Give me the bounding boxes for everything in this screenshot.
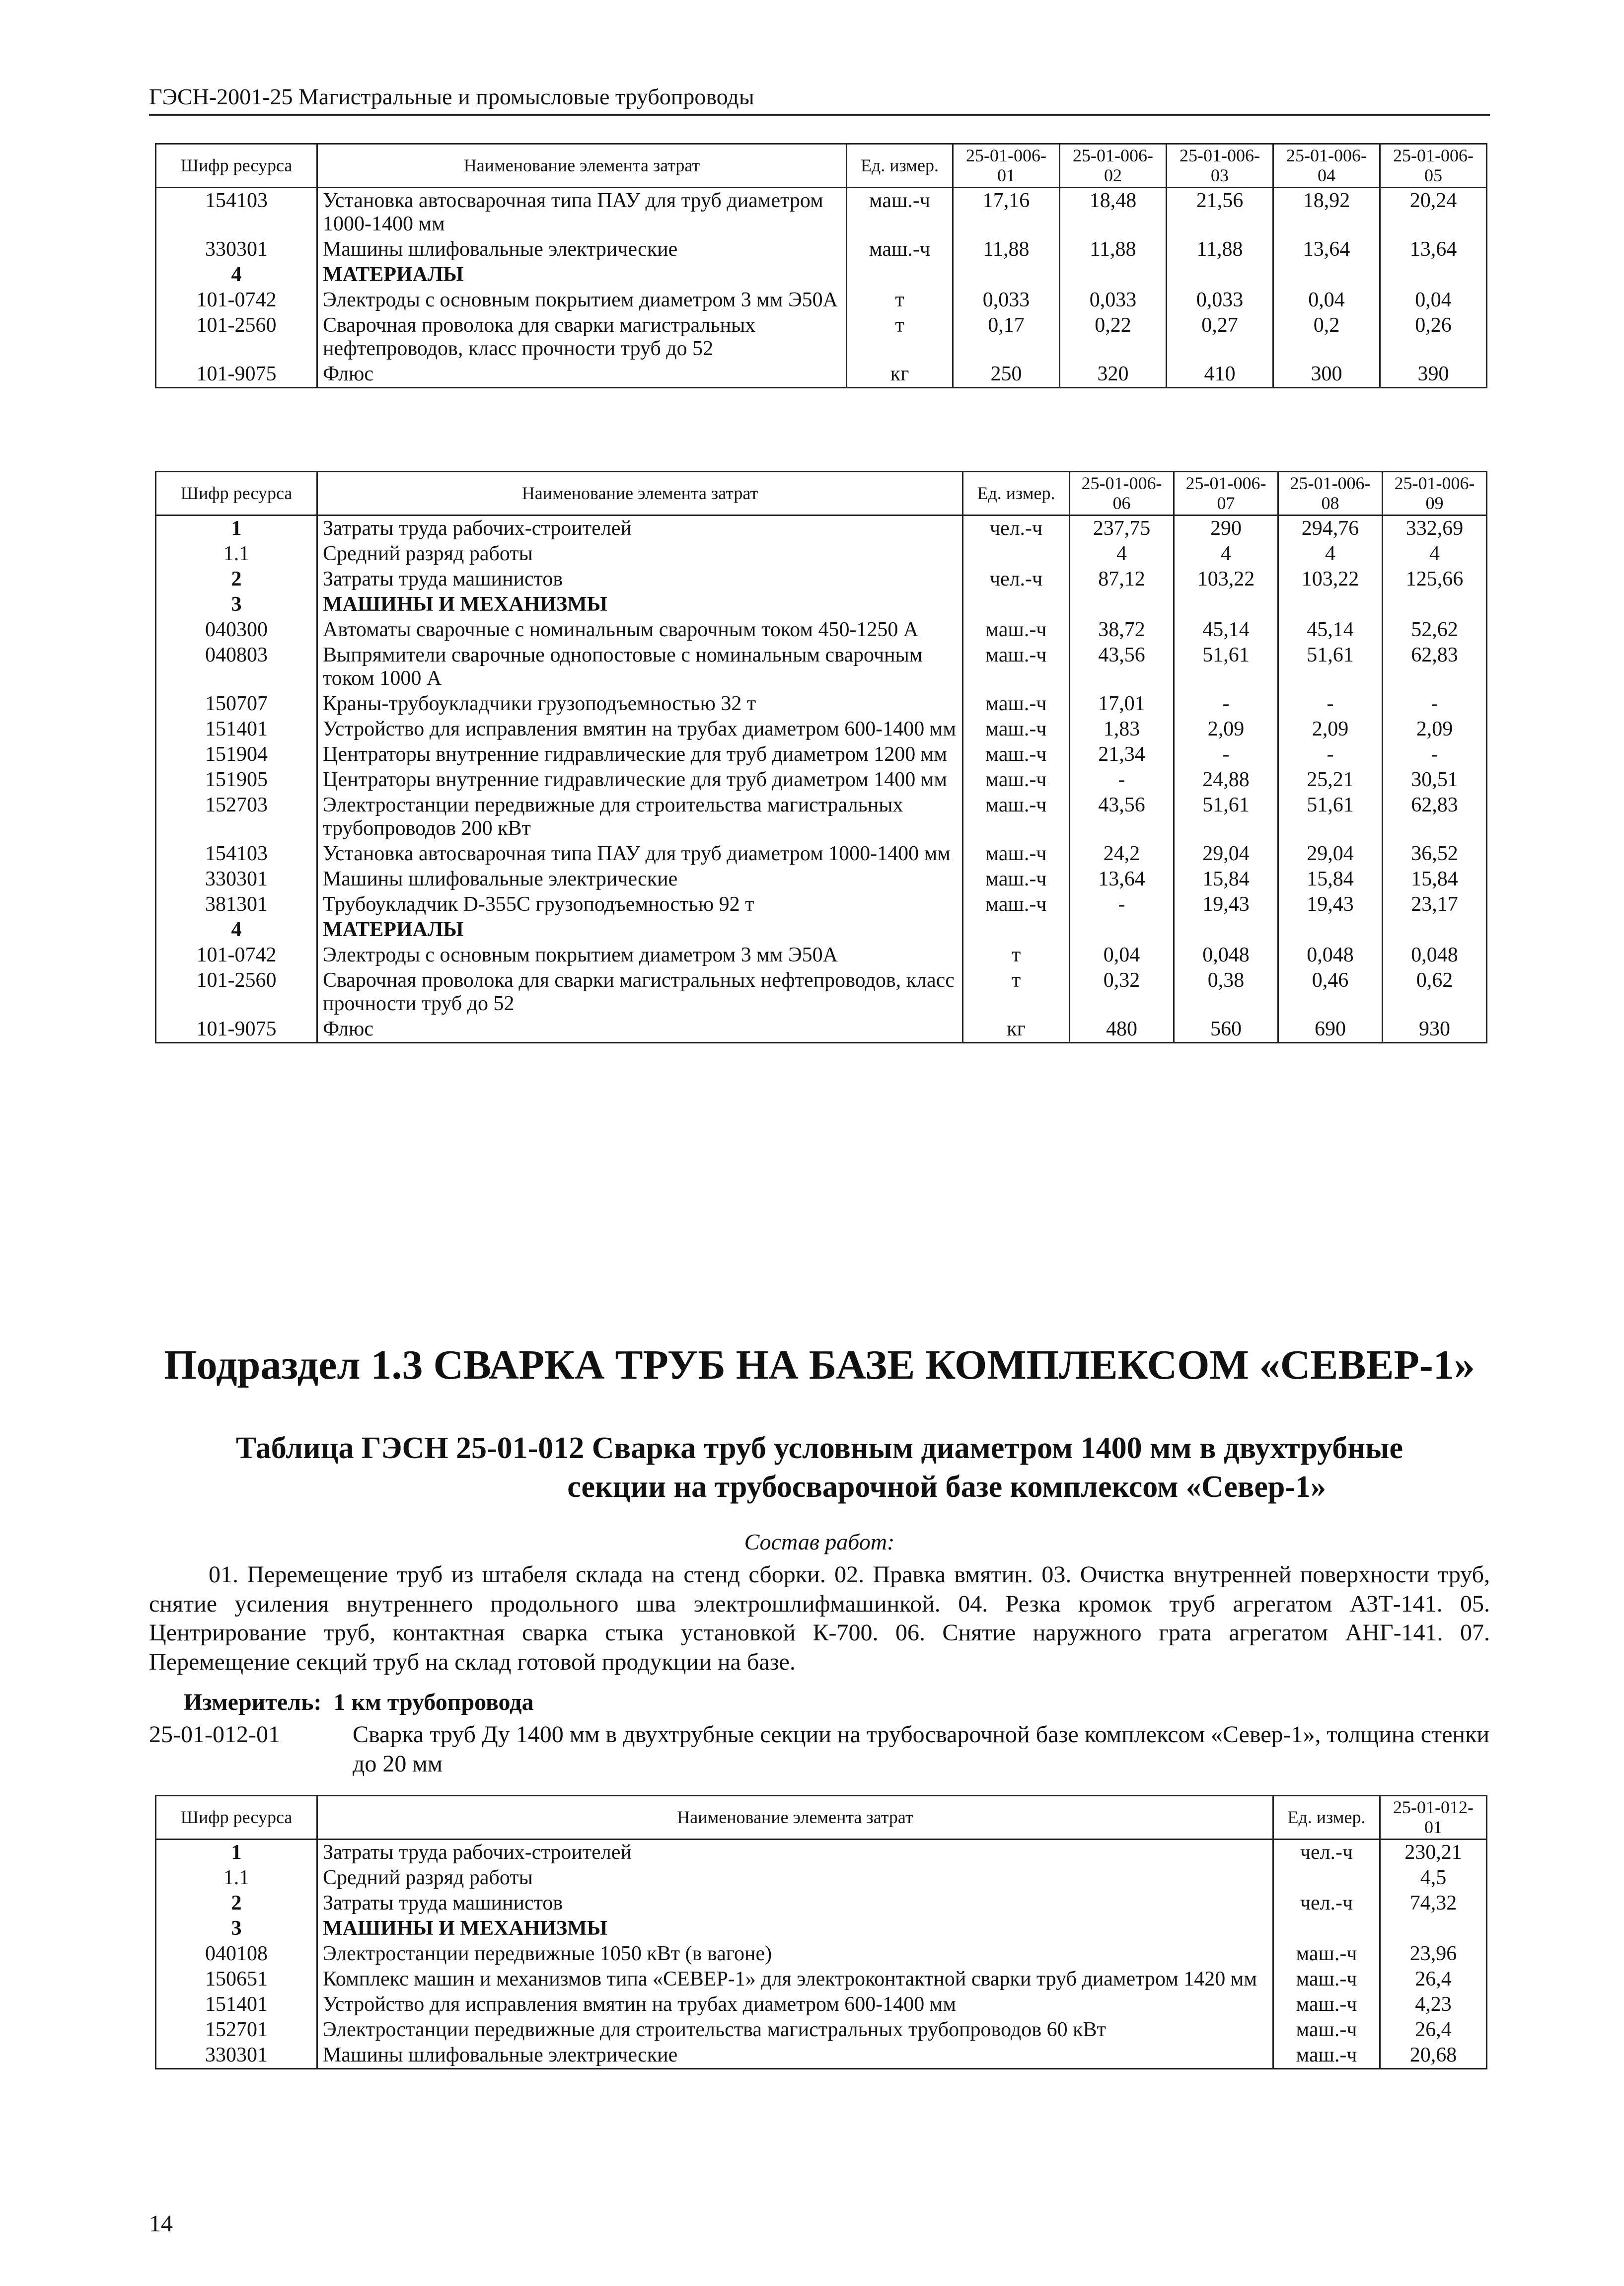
resource-code-cell: 151905 — [156, 767, 317, 793]
value-cell: 930 — [1383, 1017, 1487, 1043]
value-cell: 62,83 — [1383, 793, 1487, 841]
resource-name-cell: Установка автосварочная типа ПАУ для труб диаметром 1000-1400 мм — [317, 187, 847, 237]
resource-name-cell: Затраты труда рабочих-строителей — [317, 515, 963, 541]
value-cell — [1167, 262, 1273, 288]
value-cell: 4 — [1174, 541, 1278, 567]
unit-cell: т — [847, 313, 953, 362]
resource-code-cell: 040803 — [156, 643, 317, 691]
value-cell: 43,56 — [1070, 793, 1174, 841]
resource-code-cell: 101-2560 — [156, 968, 317, 1017]
resource-code-cell: 151401 — [156, 1992, 317, 2017]
resource-code-cell: 4 — [156, 262, 317, 288]
value-cell: 4,23 — [1380, 1992, 1487, 2017]
resource-code-cell: 3 — [156, 592, 317, 617]
resource-name-cell: Установка автосварочная типа ПАУ для труб диаметром 1000-1400 мм — [317, 841, 963, 867]
resource-code-cell: 1 — [156, 1839, 317, 1865]
resource-name-cell: Затраты труда машинистов — [317, 567, 963, 592]
value-cell — [1070, 917, 1174, 943]
works-description: 01. Перемещение труб из штабеля склада на стенд сборки. 02. Правка вмятин. 03. Очистка внутренней поверхности труб, снятие усиления внутреннего продольного шва электрошлифмашинкой. 04. Резка кромок труб агрегатом АЗТ-141. 05. Центрирование труб, контактная сварка стыка установкой К-700. 06. Снятие наружного грата агрегатом АНГ-141. 07. Перемещение секций труб на склад готовой продукции на базе. — [149, 1561, 1490, 1675]
unit-cell: т — [963, 943, 1070, 968]
resource-table-3 — [155, 1795, 1487, 2069]
table-row — [156, 892, 1487, 917]
table-row — [156, 1992, 1487, 2017]
table-row — [156, 237, 1487, 262]
value-cell: 237,75 — [1070, 515, 1174, 541]
value-cell: 26,4 — [1380, 1967, 1487, 1992]
column-header: Ед. измер. — [1273, 1796, 1380, 1840]
resource-name-cell: Трубоукладчик D-355С грузоподъемностью 92 т — [317, 892, 963, 917]
value-cell — [1070, 592, 1174, 617]
value-cell: 230,21 — [1380, 1839, 1487, 1865]
value-cell: 19,43 — [1174, 892, 1278, 917]
value-cell — [1278, 917, 1383, 943]
column-header: Шифр ресурса — [156, 1796, 317, 1840]
table-row — [156, 1017, 1487, 1043]
value-cell: 23,96 — [1380, 1941, 1487, 1967]
value-cell: 4,5 — [1380, 1865, 1487, 1891]
resource-code-cell: 101-2560 — [156, 313, 317, 362]
column-header: 25-01-006-04 — [1273, 144, 1380, 188]
column-header: 25-01-006-06 — [1070, 472, 1174, 516]
measure-label: Измеритель: — [184, 1689, 322, 1715]
value-cell: 51,61 — [1174, 793, 1278, 841]
unit-cell — [1273, 1916, 1380, 1941]
value-cell: 2,09 — [1174, 717, 1278, 742]
table-row — [156, 362, 1487, 388]
subsection-title: Подраздел 1.3 СВАРКА ТРУБ НА БАЗЕ КОМПЛЕКСОМ «СЕВЕР-1» — [164, 1342, 1475, 1388]
value-cell — [1278, 592, 1383, 617]
page-number: 14 — [149, 2211, 173, 2237]
resource-table-1 — [155, 143, 1487, 388]
column-header: 25-01-006-02 — [1060, 144, 1167, 188]
resource-name-cell: Электроды с основным покрытием диаметром 3 мм Э50А — [317, 943, 963, 968]
resource-code-cell: 154103 — [156, 841, 317, 867]
value-cell: - — [1174, 742, 1278, 767]
table-row — [156, 742, 1487, 767]
table-row — [156, 793, 1487, 841]
value-cell: 0,22 — [1060, 313, 1167, 362]
value-cell: 13,64 — [1070, 867, 1174, 892]
column-header: Наименование элемента затрат — [317, 472, 963, 516]
unit-cell: маш.-ч — [847, 237, 953, 262]
resource-name-cell: Устройство для исправления вмятин на трубах диаметром 600-1400 мм — [317, 1992, 1273, 2017]
header-row — [156, 472, 1487, 516]
resource-code-cell: 151904 — [156, 742, 317, 767]
value-cell — [1174, 917, 1278, 943]
value-cell: 0,048 — [1383, 943, 1487, 968]
unit-cell: т — [963, 968, 1070, 1017]
unit-cell: маш.-ч — [963, 767, 1070, 793]
value-cell: 21,34 — [1070, 742, 1174, 767]
resource-code-cell: 381301 — [156, 892, 317, 917]
resource-name-cell: МАТЕРИАЛЫ — [317, 917, 963, 943]
value-cell — [1273, 262, 1380, 288]
unit-cell: маш.-ч — [1273, 2043, 1380, 2069]
unit-cell: маш.-ч — [1273, 1967, 1380, 1992]
table-row — [156, 1839, 1487, 1865]
resource-code-cell: 154103 — [156, 187, 317, 237]
column-header: Наименование элемента затрат — [317, 144, 847, 188]
value-cell: 480 — [1070, 1017, 1174, 1043]
table-row — [156, 515, 1487, 541]
resource-table-2 — [155, 471, 1487, 1043]
value-cell: 51,61 — [1174, 643, 1278, 691]
unit-cell — [847, 262, 953, 288]
resource-code-cell: 101-9075 — [156, 1017, 317, 1043]
value-cell: - — [1174, 691, 1278, 717]
table-row — [156, 841, 1487, 867]
table-row — [156, 541, 1487, 567]
value-cell: 320 — [1060, 362, 1167, 388]
unit-cell: чел.-ч — [1273, 1891, 1380, 1916]
value-cell: 45,14 — [1278, 617, 1383, 643]
value-cell — [953, 262, 1060, 288]
resource-code-cell: 150651 — [156, 1967, 317, 1992]
unit-cell: кг — [847, 362, 953, 388]
unit-cell: маш.-ч — [963, 892, 1070, 917]
resource-code-cell: 101-0742 — [156, 288, 317, 313]
resource-code-cell: 2 — [156, 567, 317, 592]
value-cell: - — [1383, 691, 1487, 717]
value-cell: 390 — [1380, 362, 1487, 388]
resource-code-cell: 1 — [156, 515, 317, 541]
value-cell: 103,22 — [1278, 567, 1383, 592]
value-cell: 21,56 — [1167, 187, 1273, 237]
table-row — [156, 2043, 1487, 2069]
value-cell — [1174, 592, 1278, 617]
table-row — [156, 617, 1487, 643]
value-cell: 29,04 — [1278, 841, 1383, 867]
value-cell: 2,09 — [1278, 717, 1383, 742]
resource-name-cell: Комплекс машин и механизмов типа «СЕВЕР-1» для электроконтактной сварки труб диаметром 1420 мм — [317, 1967, 1273, 1992]
resource-name-cell: Машины шлифовальные электрические — [317, 2043, 1273, 2069]
unit-cell: маш.-ч — [963, 742, 1070, 767]
value-cell: 20,24 — [1380, 187, 1487, 237]
table-title-line-1: Таблица ГЭСН 25-01-012 Сварка труб условным диаметром 1400 мм в двухтрубные — [236, 1431, 1403, 1465]
value-cell: - — [1070, 892, 1174, 917]
unit-cell: маш.-ч — [1273, 1992, 1380, 2017]
value-cell: - — [1278, 742, 1383, 767]
value-cell: 0,46 — [1278, 968, 1383, 1017]
value-cell: 690 — [1278, 1017, 1383, 1043]
value-cell — [1383, 917, 1487, 943]
value-cell: - — [1278, 691, 1383, 717]
value-cell: 0,04 — [1273, 288, 1380, 313]
section-row — [156, 917, 1487, 943]
table-row — [156, 691, 1487, 717]
unit-cell: маш.-ч — [963, 717, 1070, 742]
table-row — [156, 943, 1487, 968]
value-cell: 43,56 — [1070, 643, 1174, 691]
value-cell: 0,17 — [953, 313, 1060, 362]
resource-code-cell: 152701 — [156, 2017, 317, 2043]
value-cell: 30,51 — [1383, 767, 1487, 793]
value-cell: 11,88 — [1167, 237, 1273, 262]
resource-code-cell: 330301 — [156, 2043, 317, 2069]
value-cell: 125,66 — [1383, 567, 1487, 592]
unit-cell: т — [847, 288, 953, 313]
unit-cell: маш.-ч — [963, 643, 1070, 691]
unit-cell: кг — [963, 1017, 1070, 1043]
column-header: Шифр ресурса — [156, 144, 317, 188]
value-cell: 52,62 — [1383, 617, 1487, 643]
value-cell: 13,64 — [1273, 237, 1380, 262]
table-row — [156, 187, 1487, 237]
resource-name-cell: Машины шлифовальные электрические — [317, 867, 963, 892]
value-cell: 560 — [1174, 1017, 1278, 1043]
value-cell — [1060, 262, 1167, 288]
resource-name-cell: Затраты труда машинистов — [317, 1891, 1273, 1916]
value-cell: 0,048 — [1278, 943, 1383, 968]
value-cell: 300 — [1273, 362, 1380, 388]
column-header: 25-01-006-03 — [1167, 144, 1273, 188]
norm-description — [149, 1720, 1490, 1778]
resource-name-cell: Средний разряд работы — [317, 1865, 1273, 1891]
measure-line — [184, 1689, 545, 1716]
value-cell: 290 — [1174, 515, 1278, 541]
resource-name-cell: МАТЕРИАЛЫ — [317, 262, 847, 288]
works-heading: Состав работ: — [744, 1529, 895, 1554]
value-cell: 410 — [1167, 362, 1273, 388]
value-cell — [1380, 1916, 1487, 1941]
value-cell: 24,2 — [1070, 841, 1174, 867]
resource-name-cell: Флюс — [317, 1017, 963, 1043]
value-cell — [1380, 262, 1487, 288]
column-header: Ед. измер. — [963, 472, 1070, 516]
value-cell: 74,32 — [1380, 1891, 1487, 1916]
table-title — [149, 1429, 1490, 1506]
value-cell — [1383, 592, 1487, 617]
table-row — [156, 2017, 1487, 2043]
norm-text: Сварка труб Ду 1400 мм в двухтрубные секции на трубосварочной базе комплексом «Север-1», толщина стенки до 20 мм — [353, 1721, 1490, 1777]
resource-code-cell: 3 — [156, 1916, 317, 1941]
resource-name-cell: Электростанции передвижные для строительства магистральных трубопроводов 60 кВт — [317, 2017, 1273, 2043]
resource-name-cell: Машины шлифовальные электрические — [317, 237, 847, 262]
unit-cell: маш.-ч — [963, 691, 1070, 717]
column-header: 25-01-006-01 — [953, 144, 1060, 188]
value-cell: 20,68 — [1380, 2043, 1487, 2069]
table-row — [156, 1891, 1487, 1916]
value-cell: 0,27 — [1167, 313, 1273, 362]
table-row — [156, 288, 1487, 313]
value-cell: 0,048 — [1174, 943, 1278, 968]
table-row — [156, 767, 1487, 793]
column-header: Шифр ресурса — [156, 472, 317, 516]
value-cell: 19,43 — [1278, 892, 1383, 917]
resource-code-cell: 101-0742 — [156, 943, 317, 968]
table-row — [156, 567, 1487, 592]
resource-name-cell: Средний разряд работы — [317, 541, 963, 567]
value-cell: 250 — [953, 362, 1060, 388]
resource-code-cell: 4 — [156, 917, 317, 943]
resource-code-cell: 101-9075 — [156, 362, 317, 388]
resource-code-cell: 150707 — [156, 691, 317, 717]
value-cell: 332,69 — [1383, 515, 1487, 541]
resource-name-cell: Устройство для исправления вмятин на трубах диаметром 600-1400 мм — [317, 717, 963, 742]
table-row — [156, 717, 1487, 742]
resource-code-cell: 330301 — [156, 237, 317, 262]
unit-cell — [963, 541, 1070, 567]
unit-cell: маш.-ч — [847, 187, 953, 237]
value-cell: - — [1070, 767, 1174, 793]
value-cell: 29,04 — [1174, 841, 1278, 867]
resource-name-cell: МАШИНЫ И МЕХАНИЗМЫ — [317, 592, 963, 617]
resource-name-cell: Центраторы внутренние гидравлические для труб диаметром 1200 мм — [317, 742, 963, 767]
value-cell: 38,72 — [1070, 617, 1174, 643]
value-cell: 0,033 — [953, 288, 1060, 313]
column-header: 25-01-006-05 — [1380, 144, 1487, 188]
value-cell: 15,84 — [1278, 867, 1383, 892]
resource-name-cell: МАШИНЫ И МЕХАНИЗМЫ — [317, 1916, 1273, 1941]
value-cell: 294,76 — [1278, 515, 1383, 541]
column-header: 25-01-006-09 — [1383, 472, 1487, 516]
unit-cell — [1273, 1865, 1380, 1891]
table-row — [156, 1967, 1487, 1992]
value-cell: 11,88 — [1060, 237, 1167, 262]
section-row — [156, 1916, 1487, 1941]
value-cell: 62,83 — [1383, 643, 1487, 691]
value-cell: 17,16 — [953, 187, 1060, 237]
value-cell: 4 — [1278, 541, 1383, 567]
value-cell: 25,21 — [1278, 767, 1383, 793]
resource-name-cell: Выпрямители сварочные однопостовые с номинальным сварочным током 1000 А — [317, 643, 963, 691]
resource-code-cell: 2 — [156, 1891, 317, 1916]
value-cell: 11,88 — [953, 237, 1060, 262]
unit-cell: маш.-ч — [963, 867, 1070, 892]
resource-code-cell: 040108 — [156, 1941, 317, 1967]
resource-code-cell: 1.1 — [156, 541, 317, 567]
column-header: 25-01-006-08 — [1278, 472, 1383, 516]
value-cell: 24,88 — [1174, 767, 1278, 793]
value-cell: 0,033 — [1167, 288, 1273, 313]
resource-name-cell: Сварочная проволока для сварки магистральных нефтепроводов, класс прочности труб до 52 — [317, 313, 847, 362]
value-cell: 0,38 — [1174, 968, 1278, 1017]
unit-cell: маш.-ч — [1273, 2017, 1380, 2043]
resource-name-cell: Электростанции передвижные 1050 кВт (в вагоне) — [317, 1941, 1273, 1967]
value-cell: 13,64 — [1380, 237, 1487, 262]
value-cell: 51,61 — [1278, 643, 1383, 691]
resource-name-cell: Флюс — [317, 362, 847, 388]
resource-code-cell: 151401 — [156, 717, 317, 742]
resource-name-cell: Центраторы внутренние гидравлические для труб диаметром 1400 мм — [317, 767, 963, 793]
value-cell: 45,14 — [1174, 617, 1278, 643]
header-row — [156, 144, 1487, 188]
resource-code-cell: 330301 — [156, 867, 317, 892]
value-cell: 15,84 — [1174, 867, 1278, 892]
value-cell: 0,04 — [1070, 943, 1174, 968]
resource-name-cell: Затраты труда рабочих-строителей — [317, 1839, 1273, 1865]
value-cell: 0,32 — [1070, 968, 1174, 1017]
value-cell: 1,83 — [1070, 717, 1174, 742]
unit-cell: чел.-ч — [963, 567, 1070, 592]
measure-value: 1 км трубопровода — [333, 1689, 534, 1715]
value-cell: 18,48 — [1060, 187, 1167, 237]
value-cell: 87,12 — [1070, 567, 1174, 592]
norm-code: 25-01-012-01 — [149, 1721, 280, 1748]
unit-cell — [963, 917, 1070, 943]
resource-name-cell: Сварочная проволока для сварки магистральных нефтепроводов, класс прочности труб до 52 — [317, 968, 963, 1017]
column-header: Наименование элемента затрат — [317, 1796, 1273, 1840]
unit-cell: чел.-ч — [963, 515, 1070, 541]
table-title-line-2: секции на трубосварочной базе комплексом «Север-1» — [567, 1470, 1326, 1504]
value-cell: 4 — [1383, 541, 1487, 567]
value-cell: 23,17 — [1383, 892, 1487, 917]
column-header: 25-01-012-01 — [1380, 1796, 1487, 1840]
value-cell: 18,92 — [1273, 187, 1380, 237]
unit-cell: маш.-ч — [1273, 1941, 1380, 1967]
unit-cell: маш.-ч — [963, 793, 1070, 841]
value-cell: 2,09 — [1383, 717, 1487, 742]
value-cell: 0,26 — [1380, 313, 1487, 362]
value-cell: 0,04 — [1380, 288, 1487, 313]
value-cell: 4 — [1070, 541, 1174, 567]
unit-cell: маш.-ч — [963, 841, 1070, 867]
resource-code-cell: 040300 — [156, 617, 317, 643]
table-row — [156, 1941, 1487, 1967]
value-cell: 0,2 — [1273, 313, 1380, 362]
column-header: 25-01-006-07 — [1174, 472, 1278, 516]
table-row — [156, 968, 1487, 1017]
table-row — [156, 643, 1487, 691]
value-cell: - — [1383, 742, 1487, 767]
resource-name-cell: Краны-трубоукладчики грузоподъемностью 32 т — [317, 691, 963, 717]
value-cell: 51,61 — [1278, 793, 1383, 841]
resource-code-cell: 1.1 — [156, 1865, 317, 1891]
value-cell: 103,22 — [1174, 567, 1278, 592]
running-header: ГЭСН-2001-25 Магистральные и промысловые трубопроводы — [149, 83, 1490, 116]
section-row — [156, 262, 1487, 288]
value-cell: 17,01 — [1070, 691, 1174, 717]
unit-cell: маш.-ч — [963, 617, 1070, 643]
table-row — [156, 313, 1487, 362]
table-row — [156, 1865, 1487, 1891]
section-row — [156, 592, 1487, 617]
value-cell: 15,84 — [1383, 867, 1487, 892]
resource-name-cell: Электроды с основным покрытием диаметром 3 мм Э50А — [317, 288, 847, 313]
table-row — [156, 867, 1487, 892]
resource-name-cell: Электростанции передвижные для строительства магистральных трубопроводов 200 кВт — [317, 793, 963, 841]
resource-code-cell: 152703 — [156, 793, 317, 841]
unit-cell: чел.-ч — [1273, 1839, 1380, 1865]
value-cell: 26,4 — [1380, 2017, 1487, 2043]
resource-name-cell: Автоматы сварочные с номинальным сварочным током 450-1250 А — [317, 617, 963, 643]
value-cell: 36,52 — [1383, 841, 1487, 867]
value-cell: 0,62 — [1383, 968, 1487, 1017]
column-header: Ед. измер. — [847, 144, 953, 188]
value-cell: 0,033 — [1060, 288, 1167, 313]
header-row — [156, 1796, 1487, 1840]
unit-cell — [963, 592, 1070, 617]
